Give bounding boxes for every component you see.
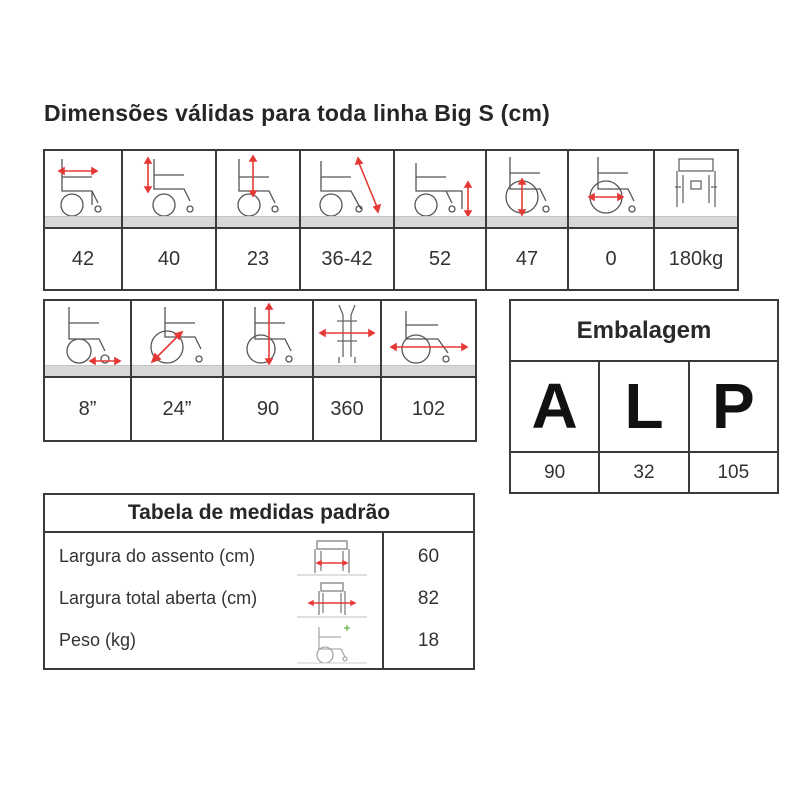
footrest-length-icon [300, 150, 394, 228]
dimension-value: 8” [44, 377, 131, 441]
dimension-value: 36-42 [300, 228, 394, 290]
seat-depth-icon [44, 150, 122, 228]
seat-width-icon [297, 537, 367, 582]
dimension-value: 24” [131, 377, 223, 441]
row-label: Largura total aberta (cm) [59, 588, 258, 608]
folded-width-icon [313, 300, 381, 377]
max-load-icon [654, 150, 738, 228]
total-length-icon [381, 300, 476, 377]
packaging-value-width: 32 [600, 453, 689, 492]
dimension-value: 23 [216, 228, 300, 290]
row-value: 18 [417, 630, 440, 651]
page-title: Dimensões válidas para toda linha Big S (cm) [44, 100, 550, 126]
wheel-diameter-icon [486, 150, 568, 228]
dimension-value: 90 [223, 377, 313, 441]
standard-measures-table [43, 493, 475, 670]
dimension-value: 52 [394, 228, 486, 290]
row-value: 82 [417, 588, 440, 609]
dimension-value: 0 [568, 228, 654, 290]
row-label: Peso (kg) [59, 630, 137, 650]
dimension-value: 47 [486, 228, 568, 290]
armrest-height-icon [216, 150, 300, 228]
dimension-value: 102 [381, 377, 476, 441]
row-value: 60 [417, 546, 440, 567]
rear-wheel-diameter-icon [131, 300, 223, 377]
packaging-letter-depth: P [711, 370, 755, 442]
table-row [45, 621, 473, 661]
packaging-value-height: 90 [511, 453, 600, 492]
total-height-icon [394, 150, 486, 228]
dimension-value: 40 [122, 228, 216, 290]
packaging-value-depth: 105 [717, 462, 750, 483]
dimension-value: 360 [313, 377, 381, 441]
weight-icon [297, 621, 367, 670]
table-row [45, 579, 473, 619]
standard-table-title: Tabela de medidas padrão [45, 495, 473, 533]
packaging-letter-height: A [511, 362, 600, 451]
packaging-letter-width: L [600, 362, 689, 451]
wheel-axle-icon [568, 150, 654, 228]
dimension-value: 42 [44, 228, 122, 290]
open-width-icon [297, 579, 367, 624]
dimensions-table-row1 [43, 149, 739, 291]
caster-diameter-icon [44, 300, 131, 377]
dimension-value: 180kg [654, 228, 738, 290]
backrest-height-icon [223, 300, 313, 377]
table-row [45, 537, 473, 577]
seat-height-icon [122, 150, 216, 228]
row-label: Largura do assento (cm) [59, 546, 256, 566]
dimensions-table-row2 [43, 299, 477, 442]
packaging-title: Embalagem [511, 301, 777, 362]
packaging-table [509, 299, 779, 494]
